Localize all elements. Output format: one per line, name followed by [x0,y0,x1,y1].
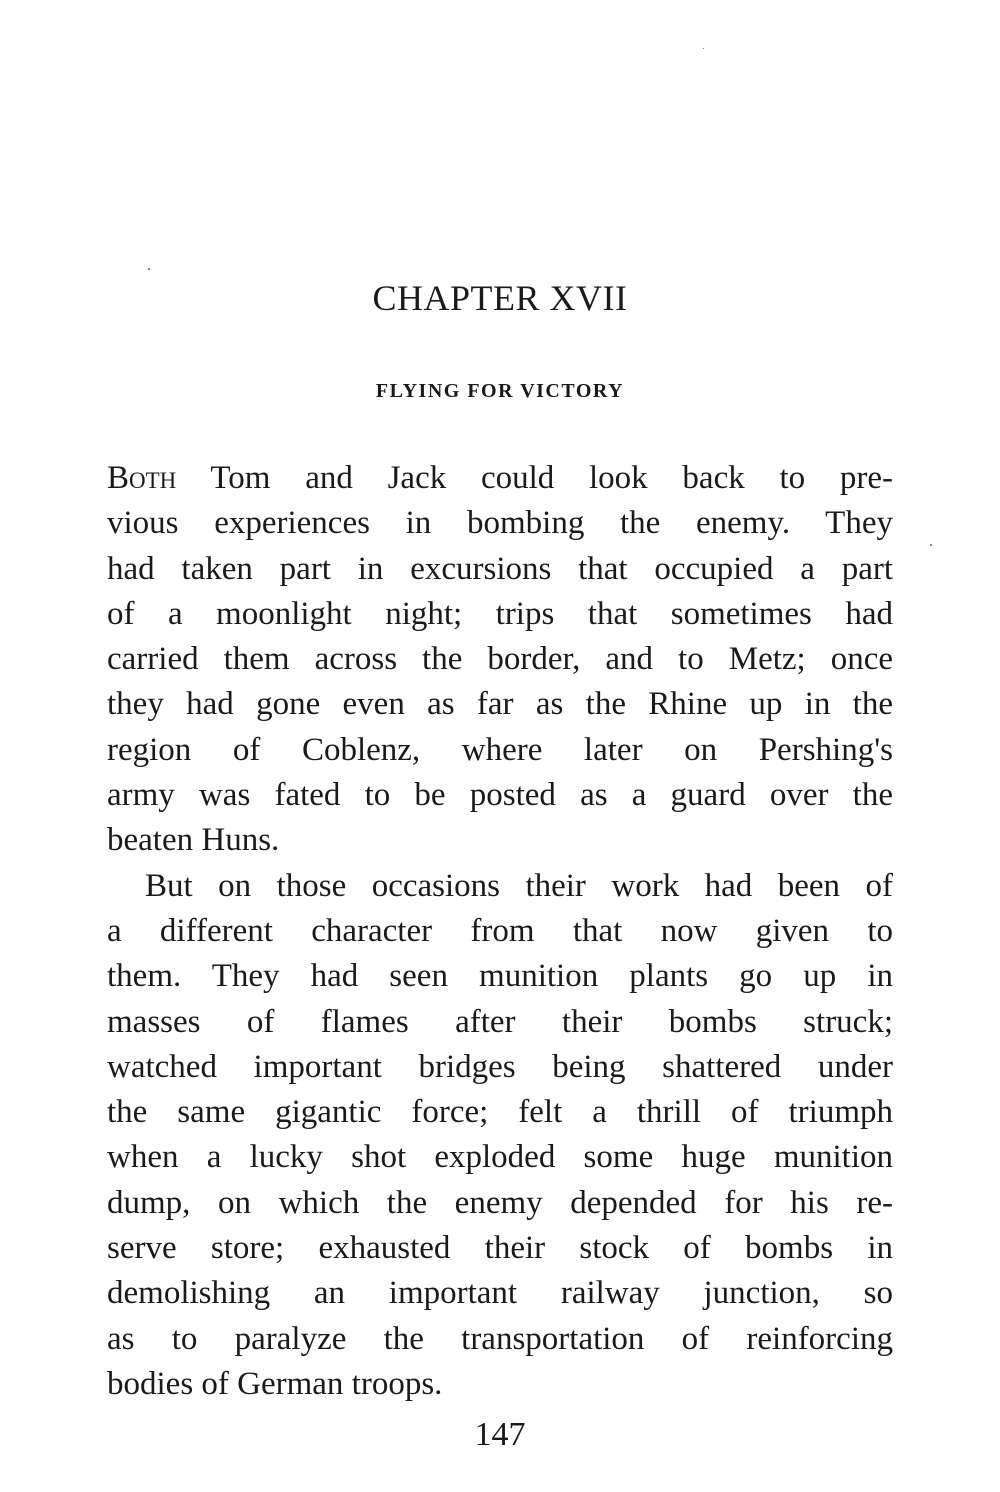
text-line: serve store; exhausted their stock of bombs in [107,1230,893,1267]
text-line: of a moonlight night; trips that sometimes had [107,595,893,632]
chapter-title: FLYING FOR VICTORY [375,380,625,402]
text-line: when a lucky shot exploded some huge munition [107,1139,893,1176]
text-line: demolishing an important railway junction, so [107,1275,893,1312]
text-line: had taken part in excursions that occupied a part [107,550,893,587]
text-line: dump, on which the enemy depended for his re- [107,1184,893,1221]
text-line: vious experiences in bombing the enemy. They [107,505,893,542]
text-line: as to paralyze the transportation of reinforcing [107,1320,893,1357]
chapter-heading: CHAPTER XVII [372,278,628,318]
text-line: bodies of German troops. [107,1365,443,1402]
text-line: region of Coblenz, where later on Pershing's [107,731,893,768]
print-speck [148,268,150,270]
paragraph-1 [107,456,893,864]
paragraph-2 [107,864,893,1408]
drop-lead-word: Both [107,460,177,496]
print-speck [930,544,932,546]
text-line: beaten Huns. [107,822,280,859]
text-line: a different character from that now given to [107,912,893,949]
print-speck [703,48,704,49]
text-line: army was fated to be posted as a guard over the [107,777,893,814]
text-line: But on those occasions their work had been of [145,867,893,904]
page-number: 147 [474,1416,526,1453]
text-line: them. They had seen munition plants go up in [107,958,893,995]
body-text [107,456,893,1407]
text-line: Both Tom and Jack could look back to pre- [107,460,893,496]
text-line: watched important bridges being shattered under [107,1048,893,1085]
text-line: the same gigantic force; felt a thrill of triumph [107,1094,893,1131]
text-line: they had gone even as far as the Rhine up in the [107,686,893,723]
text-line: masses of flames after their bombs struck; [107,1003,893,1040]
text-line: carried them across the border, and to Metz; once [107,641,893,678]
